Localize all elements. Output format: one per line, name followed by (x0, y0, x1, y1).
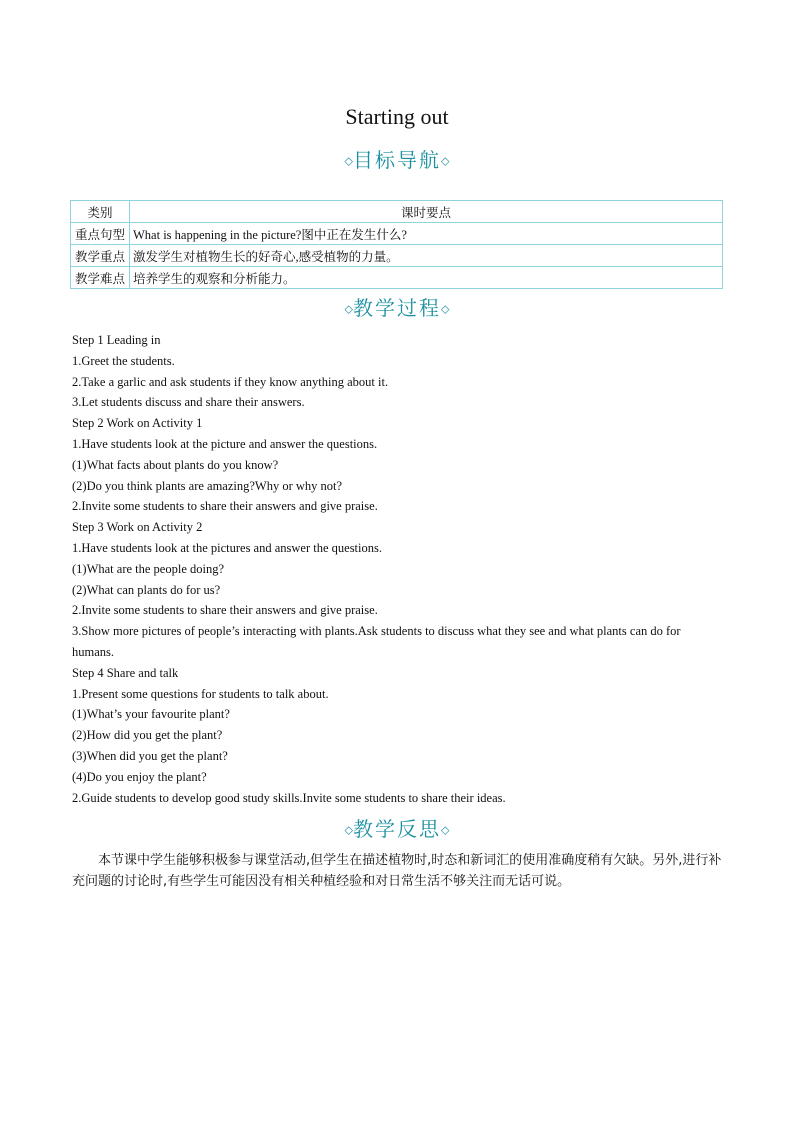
step-line: Step 4 Share and talk (72, 665, 179, 680)
table-cell-content: 培养学生的观察和分析能力。 (130, 267, 723, 289)
table-header-cell: 课时要点 (130, 201, 723, 223)
lesson-points-table (70, 200, 723, 289)
step-line: 1.Present some questions for students to talk about. (72, 686, 329, 701)
step-line: 2.Invite some students to share their answers and give praise. (72, 603, 378, 618)
step-line: (1)What are the people doing? (72, 561, 225, 576)
page-title: Starting out (345, 104, 449, 129)
step-line: 2.Take a garlic and ask students if they know anything about it. (72, 374, 389, 389)
table-cell-content: 激发学生对植物生长的好奇心,感受植物的力量。 (130, 245, 723, 267)
step-line: Step 2 Work on Activity 1 (72, 416, 203, 431)
reflection-paragraph: 本节课中学生能够积极参与课堂活动,但学生在描述植物时,时态和新词汇的使用准确度稍有欠缺。另外,进行补充问题的讨论时,有些学生可能因没有相关种植经验和对日常生活不够关注而无话可说。 (72, 853, 722, 889)
step-line: Step 3 Work on Activity 2 (72, 520, 203, 535)
table-cell-category: 重点句型 (71, 223, 130, 245)
table-header-row (71, 201, 723, 223)
section-heading-text: 目标导航 (353, 148, 441, 172)
section-heading-text: 教学过程 (353, 296, 441, 320)
step-line: 1.Have students look at the picture and answer the questions. (72, 436, 378, 451)
step-line: 3.Let students discuss and share their answers. (72, 395, 305, 410)
step-line: (2)What can plants do for us? (72, 582, 221, 597)
diamond-icon: ◇ (344, 823, 353, 837)
diamond-icon: ◇ (344, 154, 353, 168)
diamond-icon: ◇ (344, 302, 353, 316)
diamond-icon: ◇ (441, 302, 450, 316)
section-heading-text: 教学反思 (353, 817, 441, 841)
table-row (71, 223, 723, 245)
teaching-steps (72, 330, 724, 808)
step-line: 2.Guide students to develop good study skills.Invite some students to share their ideas. (72, 790, 506, 805)
table-cell-content: What is happening in the picture?图中正在发生什么? (130, 223, 723, 245)
diamond-icon: ◇ (441, 823, 450, 837)
diamond-icon: ◇ (441, 154, 450, 168)
table-header-cell: 类别 (71, 201, 130, 223)
step-line: 1.Have students look at the pictures and answer the questions. (72, 540, 382, 555)
step-line: 3.Show more pictures of people’s interacting with plants.Ask students to discuss what they see and what plants can do for humans. (72, 624, 681, 659)
step-line: Step 1 Leading in (72, 333, 161, 347)
table-cell-category: 教学重点 (71, 245, 130, 267)
step-line: 1.Greet the students. (72, 353, 175, 368)
section-heading-reflection (0, 816, 794, 844)
step-line: (4)Do you enjoy the plant? (72, 769, 207, 784)
step-line: (2)How did you get the plant? (72, 728, 223, 743)
table-cell-category: 教学难点 (71, 267, 130, 289)
step-line: (3)When did you get the plant? (72, 748, 228, 763)
section-heading-process (0, 295, 794, 323)
step-line: 2.Invite some students to share their answers and give praise. (72, 499, 378, 514)
table-row (71, 245, 723, 267)
step-line: (1)What facts about plants do you know? (72, 457, 279, 472)
table-row (71, 267, 723, 289)
step-line: (1)What’s your favourite plant? (72, 707, 230, 722)
step-line: (2)Do you think plants are amazing?Why or why not? (72, 478, 343, 493)
section-heading-goals (0, 147, 794, 175)
